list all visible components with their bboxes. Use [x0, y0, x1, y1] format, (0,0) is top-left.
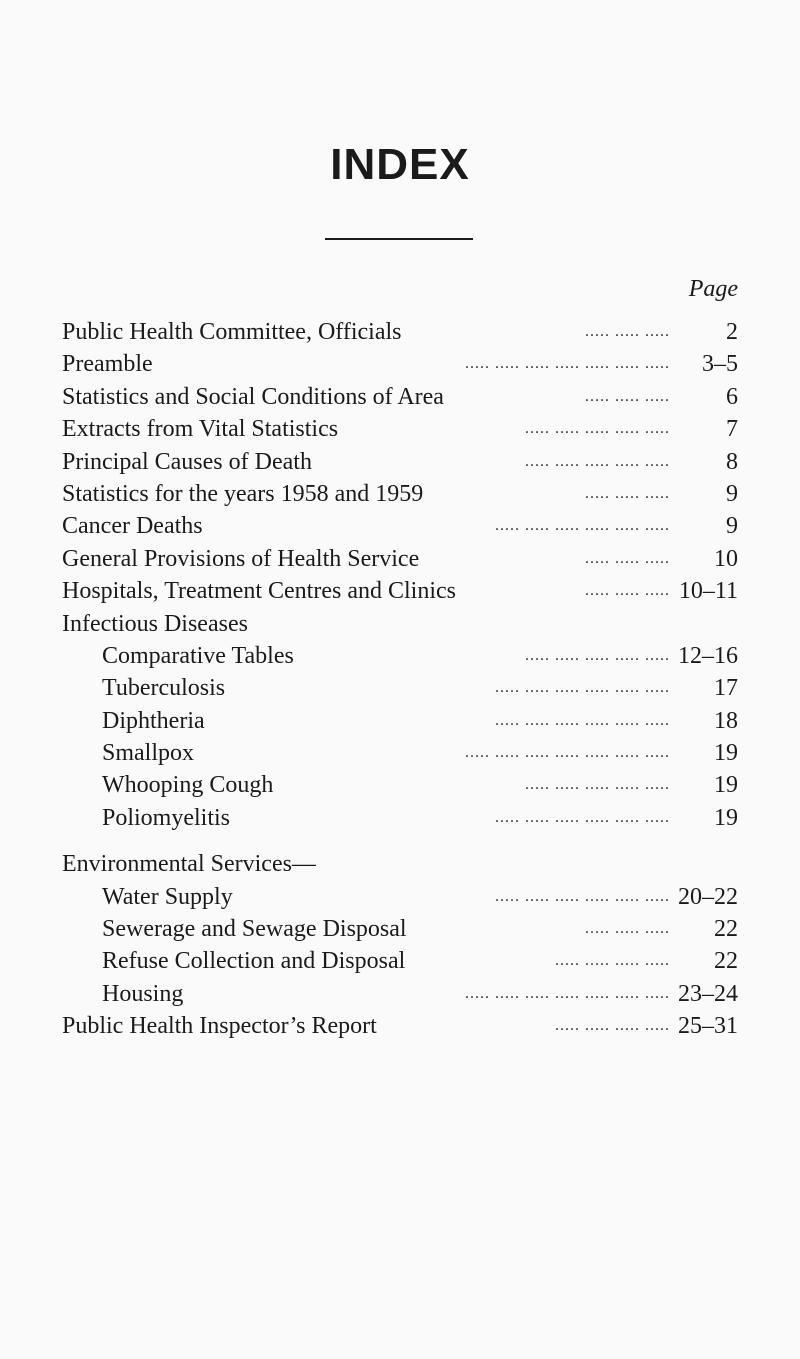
entry-label: Refuse Collection and Disposal [102, 948, 406, 975]
leader-dots: ..... ..... ..... ..... ..... ..... [495, 517, 670, 535]
leader-dots: ..... ..... ..... ..... ..... [525, 776, 670, 794]
entry-label: Infectious Diseases [62, 610, 248, 637]
index-entry [62, 348, 738, 380]
index-entry [62, 478, 738, 510]
entry-page: 2 [726, 319, 738, 345]
index-entry [62, 737, 738, 769]
entry-page: 8 [726, 448, 738, 475]
entry-label: Housing [102, 980, 184, 1007]
leader-dots: ..... ..... ..... ..... ..... [525, 420, 670, 438]
index-entry [62, 575, 738, 607]
entry-page: 7 [726, 416, 738, 443]
entry-page: 10 [714, 545, 738, 572]
section-heading-infectious-diseases [62, 608, 738, 640]
leader-dots: ..... ..... ..... [585, 387, 670, 405]
entry-page: 9 [726, 480, 738, 507]
entry-page: 17 [714, 675, 738, 702]
entry-page: 23–24 [678, 980, 738, 1007]
entry-page: 22 [714, 948, 738, 975]
index-entry [62, 316, 738, 348]
entry-label: Cancer Deaths [62, 513, 203, 540]
index-list [62, 316, 738, 1043]
index-entry [62, 881, 738, 913]
entry-label: Public Health Committee, Officials [62, 319, 402, 345]
index-entry [62, 802, 738, 834]
leader-dots: ..... ..... ..... ..... ..... ..... [495, 679, 670, 697]
entry-label: Public Health Inspector’s Report [62, 1013, 377, 1040]
entry-page: 19 [714, 740, 738, 767]
index-entry [62, 705, 738, 737]
page-column-header: Page [688, 276, 738, 302]
section-heading-environmental-services [62, 848, 738, 880]
leader-dots: ..... ..... ..... ..... ..... [525, 646, 670, 664]
leader-dots: ..... ..... ..... ..... ..... ..... [495, 808, 670, 826]
entry-label: Sewerage and Sewage Disposal [102, 916, 407, 943]
entry-label: Statistics for the years 1958 and 1959 [62, 480, 424, 507]
leader-dots: ..... ..... ..... [585, 920, 670, 938]
entry-label: Tuberculosis [102, 675, 226, 702]
index-entry [62, 446, 738, 478]
entry-page: 19 [714, 804, 738, 831]
entry-label: Comparative Tables [102, 642, 294, 669]
entry-page: 20–22 [678, 883, 738, 910]
leader-dots: ..... ..... ..... ..... ..... ..... ..... [465, 355, 670, 373]
entry-page: 25–31 [678, 1013, 738, 1040]
index-entry [62, 978, 738, 1010]
leader-dots: ..... ..... ..... [585, 549, 670, 567]
index-entry [62, 510, 738, 542]
leader-dots: ..... ..... ..... ..... ..... ..... ..... [465, 984, 670, 1002]
index-entry [62, 1010, 738, 1042]
entry-label: Statistics and Social Conditions of Area [62, 383, 444, 410]
entry-label: Whooping Cough [102, 772, 274, 799]
index-entry [62, 413, 738, 445]
index-entry [62, 769, 738, 801]
leader-dots: ..... ..... ..... ..... ..... [525, 452, 670, 470]
index-entry [62, 913, 738, 945]
index-entry [62, 543, 738, 575]
entry-label: Extracts from Vital Statistics [62, 416, 339, 443]
index-entry [62, 672, 738, 704]
entry-label: Principal Causes of Death [62, 448, 312, 475]
leader-dots: ..... ..... ..... ..... ..... ..... [495, 887, 670, 905]
index-entry [62, 381, 738, 413]
entry-page: 3–5 [702, 351, 738, 378]
entry-label: Diphtheria [102, 707, 205, 734]
entry-page: 6 [726, 383, 738, 410]
leader-dots: ..... ..... ..... ..... [555, 1017, 670, 1035]
entry-page: 19 [714, 772, 738, 799]
entry-page: 22 [714, 916, 738, 943]
entry-label: Hospitals, Treatment Centres and Clinics [62, 578, 456, 605]
leader-dots: ..... ..... ..... ..... [555, 952, 670, 970]
leader-dots: ..... ..... ..... [585, 582, 670, 600]
entry-label: Smallpox [102, 740, 195, 767]
entry-label: Environmental Services— [62, 851, 316, 878]
entry-label: Poliomyelitis [102, 804, 231, 831]
entry-label: Preamble [62, 351, 153, 378]
leader-dots: ..... ..... ..... ..... ..... ..... ..... [465, 744, 670, 762]
leader-dots: ..... ..... ..... [585, 484, 670, 502]
entry-page: 18 [714, 707, 738, 734]
entry-label: Water Supply [102, 883, 233, 910]
leader-dots: ..... ..... ..... ..... ..... ..... [495, 711, 670, 729]
entry-page: 10–11 [678, 578, 738, 605]
leader-dots: ..... ..... ..... [585, 323, 670, 340]
index-entry [62, 640, 738, 672]
entry-page: 9 [726, 513, 738, 540]
entry-label: General Provisions of Health Service [62, 545, 420, 572]
entry-page: 12–16 [678, 642, 738, 669]
index-title: INDEX [330, 140, 470, 189]
index-entry [62, 945, 738, 977]
title-underline [325, 238, 473, 240]
